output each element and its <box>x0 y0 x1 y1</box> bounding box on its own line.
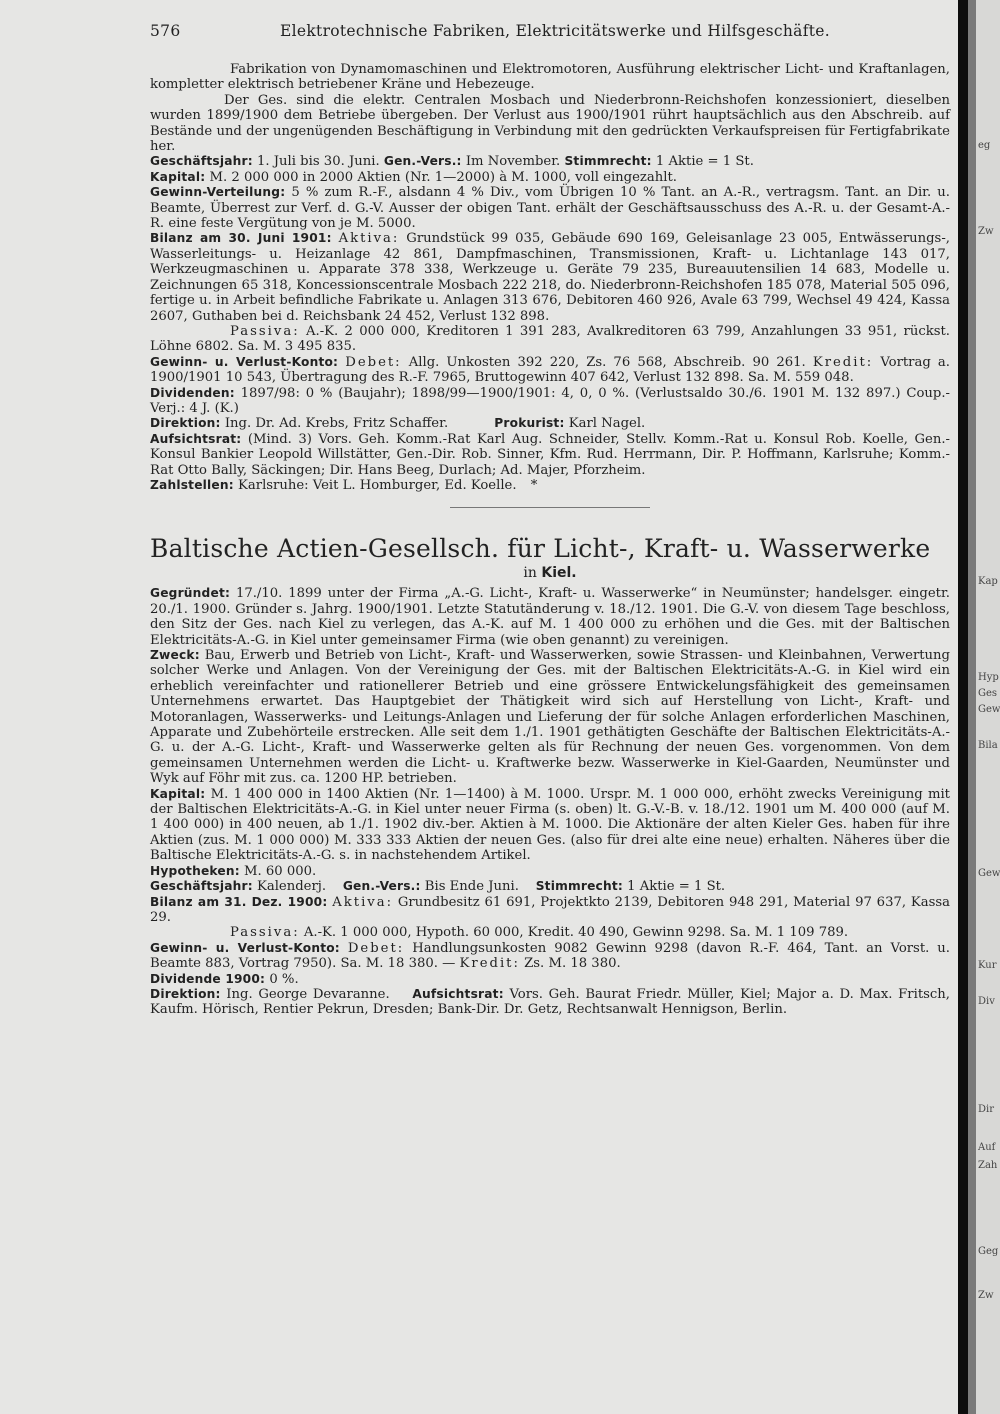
company1-zahlstellen <box>150 478 950 493</box>
debet-word: Debet: <box>345 354 402 370</box>
bilanz-label: Bilanz am 31. Dez. 1900: <box>150 894 328 909</box>
company1-geschaeftsjahr-line <box>150 154 950 169</box>
geschaeftsjahr-value: 1. Juli bis 30. Juni. <box>257 154 380 170</box>
direktion-label: Direktion: <box>150 416 221 431</box>
aufsichtsrat-label: Aufsichtsrat: <box>412 986 504 1001</box>
location-city: Kiel. <box>541 565 577 582</box>
page-number: 576 <box>150 22 181 40</box>
aktiva-value: Grundbesitz 61 691, Projektkto 2139, Debitoren 948 291, Material 97 637, Kassa 29. <box>150 894 950 925</box>
company1-dividenden <box>150 386 950 417</box>
company2-location-line <box>150 564 950 582</box>
direktion-value: Ing. Dr. Ad. Krebs, Fritz Schaffer. <box>224 416 449 432</box>
margin-fragment: Gew <box>978 868 1000 879</box>
debet-word: Debet: <box>347 940 405 956</box>
aktiva-word: Aktiva: <box>332 894 394 910</box>
geschaeftsjahr-label: Geschäftsjahr: <box>150 154 253 169</box>
dividende-value: 0 %. <box>269 971 299 987</box>
margin-fragment: Geg <box>978 1246 999 1257</box>
stimmrecht-label: Stimmrecht: <box>535 879 623 894</box>
zweck-value: Bau, Erwerb und Betrieb von Licht-, Kraft- und Wasserwerken, sowie Strassen- und Kleinbahnen, Verwertung solcher Werke und Anlagen. Von der Vereinigung der Ges. mit der Baltischen Elektricitäts-A.-G. in Kiel wird ein erheblich vereinfachter und rationellerer Betrieb und eine grössere Entwickelungsfähigkeit des gemeinsamen Unternehmens erwartet. Das Hauptgebiet der Thätigkeit wird sich auf Herstellung von Licht-, Kraft- und Motoranlagen, Wasserwerks- und Leitungs-Anlagen und Lieferung der für solche Anlagen erforderlichen Maschinen, Apparate und Zubehörteile erstrecken. Alle seit dem 1./1. 1901 gethätigten Geschäfte der Baltischen Elektricitäts-A.-G. u. der A.-G. Licht-, Kraft- und Wasserwerke gelten als für Rechnung der neuen Ges. vorgenommen. Von dem gemeinsamen Unternehmen werden die Licht- u. Kraftwerke bezw. Wasserwerke in Kiel-Gaarden, Neumünster und Wyk auf Föhr mit zus. ca. 1200 HP. betrieben. <box>150 648 950 787</box>
section-divider <box>450 507 650 508</box>
aktiva-word: Aktiva: <box>338 231 400 247</box>
margin-fragment: Kap <box>978 576 998 587</box>
hypotheken-value: M. 60 000. <box>244 863 317 879</box>
company1-intro-history: Der Ges. sind die elektr. Centralen Mosbach und Niederbronn-Reichshofen konzessioniert, dieselben wurden 1899/1900 dem Betriebe übergeben. Der Verlust aus 1900/1901 rührt hauptsächlich aus den Abschreib. auf Bestände und der ungenügenden Beschäftigung in Verbindung mit den gedrückten Verkaufspreisen für Fertigfabrikate her. <box>150 92 950 155</box>
margin-fragment: Ges <box>978 688 998 699</box>
margin-fragment: Zw <box>978 1290 994 1301</box>
company2-hypotheken <box>150 864 950 879</box>
geschaeftsjahr-label: Geschäftsjahr: <box>150 879 253 894</box>
company2-passiva <box>150 925 950 940</box>
company1-gewinnverteilung <box>150 185 950 231</box>
kapital-label: Kapital: <box>150 786 206 801</box>
margin-fragment: Auf <box>978 1142 996 1153</box>
company2-dividende <box>150 972 950 987</box>
margin-fragment: Gew <box>978 704 1000 715</box>
genvers-label: Gen.-Vers.: <box>342 879 421 894</box>
passiva-word: Passiva: <box>230 925 300 941</box>
company-entry-1 <box>150 62 950 493</box>
debet-value: Handlungsunkosten 9082 Gewinn 9298 (davon R.-F. 464, Tant. an Vorst. u. Beamte 883, Vortrag 7950). Sa. M. 18 380. — <box>150 940 950 972</box>
aufsichtsrat-label: Aufsichtsrat: <box>150 431 242 446</box>
company2-kapital <box>150 787 950 864</box>
genvers-label: Gen.-Vers.: <box>383 154 462 169</box>
aufsichtsrat-value: Vors. Geh. Baurat Friedr. Müller, Kiel; Major a. D. Max. Fritsch, Kaufm. Hörisch, Rentier Pekrun, Dresden; Bank-Dir. Dr. Getz, Rechtsanwalt Hennigson, Berlin. <box>150 986 950 1018</box>
margin-fragment: Div <box>978 996 995 1007</box>
company2-geschaeftsjahr-line <box>150 879 950 894</box>
company1-intro-activity: Fabrikation von Dynamomaschinen und Elektromotoren, Ausführung elektrischer Licht- und Kraftanlagen, kompletter elektrisch betriebener Kräne und Hebezeuge. <box>150 62 950 93</box>
running-title: Elektrotechnische Fabriken, Elektricitätswerke und Hilfsgeschäfte. <box>280 22 830 40</box>
gewinnverteilung-value: 5 % zum R.-F., alsdann 4 % Div., vom Übrigen 10 % Tant. an A.-R., vertragsm. Tant. an Dir. u. Beamte, Überrest zur Verf. d. G.-V. Ausser der obigen Tant. erhält der Geschäftsausschuss des A.-R. u. der Gesamt-A.-R. eine feste Vergütung von je M. 5000. <box>150 185 950 232</box>
company2-zweck <box>150 648 950 787</box>
company2-title: Baltische Actien-Gesellsch. für Licht-, Kraft- u. Wasserwerke <box>150 534 931 564</box>
book-binding-edge <box>958 0 968 1414</box>
prokurist-value: Karl Nagel. <box>568 416 646 432</box>
company1-bilanz <box>150 231 950 323</box>
kredit-value: Vortrag a. 1900/1901 10 543, Übertragung des R.-F. 7965, Bruttogewinn 407 642, Verlust 132 898. Sa. M. 559 048. <box>150 354 950 386</box>
stimmrecht-label: Stimmrecht: <box>564 154 652 169</box>
aufsichtsrat-value: (Mind. 3) Vors. Geh. Komm.-Rat Karl Aug. Schneider, Stellv. Komm.-Rat u. Konsul Rob. Koelle, Gen.-Konsul Bankier Leopold Willstätter, Gen.-Dir. Rob. Sinner, Kfm. Rud. Herrmann, Dir. P. Hoffmann, Karlsruhe; Komm.-Rat Otto Bally, Säckingen; Dir. Hans Beeg, Durlach; Ad. Majer, Pforzheim. <box>150 431 950 478</box>
zahlstellen-value: Karlsruhe: Veit L. Homburger, Ed. Koelle. <box>238 477 517 493</box>
location-prefix: in <box>523 565 537 582</box>
company1-direktion <box>150 416 950 431</box>
kapital-label: Kapital: <box>150 169 206 184</box>
asterisk-mark: * <box>530 477 538 493</box>
company2-direktion-aufsichtsrat <box>150 987 950 1018</box>
zweck-label: Zweck: <box>150 648 200 662</box>
passiva-value: A.-K. 2 000 000, Kreditoren 1 391 283, Avalkreditoren 63 799, Anzahlungen 33 951, rückst. Löhne 6802. Sa. M. 3 495 835. <box>150 323 950 355</box>
gegruendet-label: Gegründet: <box>150 586 231 601</box>
company1-kapital <box>150 170 950 185</box>
guv-label: Gewinn- u. Verlust-Konto: <box>150 354 339 369</box>
dividenden-value: 1897/98: 0 % (Baujahr); 1898/99—1900/1901: 4, 0, 0 %. (Verlustsaldo 30./6. 1901 M. 132 897.) Coup.-Verj.: 4 J. (K.) <box>150 385 950 416</box>
page-content <box>150 62 950 1018</box>
passiva-value: A.-K. 1 000 000, Hypoth. 60 000, Kredit. 40 490, Gewinn 9298. Sa. M. 1 109 789. <box>303 925 849 941</box>
gegruendet-value: 17./10. 1899 unter der Firma „A.-G. Licht-, Kraft- u. Wasserwerke“ in Neumünster; handelsger. eingetr. 20./1. 1900. Gründer s. Jahrg. 1900/1901. Letzte Statutänderung v. 18./12. 1901. Die G.-V. von diesem Tage beschloss, den Sitz der Ges. nach Kiel zu verlegen, das A.-K. auf M. 1 400 000 zu erhöhen und die Ges. mit der Baltischen Elektricitäts-A.-G. in Kiel unter gemeinsamer Firma (wie oben genannt) zu vereinigen. <box>150 586 950 648</box>
genvers-value: Bis Ende Juni. <box>424 879 519 895</box>
geschaeftsjahr-value: Kalenderj. <box>257 879 327 895</box>
company1-passiva <box>150 324 950 355</box>
company2-bilanz <box>150 895 950 926</box>
margin-fragment: Kur <box>978 960 997 971</box>
book-binding-shadow <box>968 0 976 1414</box>
direktion-value: Ing. George Devaranne. <box>226 986 390 1002</box>
guv-label: Gewinn- u. Verlust-Konto: <box>150 940 340 955</box>
adjacent-page-strip <box>976 0 1000 1414</box>
debet-value: Allg. Unkosten 392 220, Zs. 76 568, Abschreib. 90 261. <box>408 354 806 370</box>
dividende-label: Dividende 1900: <box>150 971 266 986</box>
aktiva-value: Grundstück 99 035, Gebäude 690 169, Geleisanlage 23 005, Entwässerungs-, Wasserleitungs- u. Heizanlage 42 861, Dampfmaschinen, Transmissionen, Kraft- u. Lichtanlage 143 017, Werkzeugmaschinen u. Apparate 378 338, Werkzeuge u. Geräte 79 235, Bureauutensilien 14 683, Modelle u. Zeichnungen 65 318, Koncessionscentrale Mosbach 222 218, do. Niederbronn-Reichshofen 185 078, Material 505 096, fertige u. in Arbeit befindliche Fabrikate u. Anlagen 313 676, Debitoren 460 926, Avale 63 799, Wechsel 49 424, Kassa 2607, Guthaben bei d. Reichsbank 24 452, Verlust 132 898. <box>150 231 950 324</box>
company1-aufsichtsrat <box>150 432 950 478</box>
gewinnverteilung-label: Gewinn-Verteilung: <box>150 185 286 200</box>
margin-fragment: Zah <box>978 1160 998 1171</box>
margin-fragment: Zw <box>978 226 994 237</box>
bilanz-label: Bilanz am 30. Juni 1901: <box>150 231 332 246</box>
margin-fragment: Dir <box>978 1104 994 1115</box>
company2-gegruendet <box>150 586 950 648</box>
margin-fragment: eg <box>978 140 991 151</box>
kapital-value: M. 2 000 000 in 2000 Aktien (Nr. 1—2000) à M. 1000, voll eingezahlt. <box>209 169 677 185</box>
passiva-word: Passiva: <box>230 323 300 339</box>
direktion-label: Direktion: <box>150 986 221 1001</box>
margin-fragment: Hyp <box>978 672 999 683</box>
stimmrecht-value: 1 Aktie = 1 St. <box>655 154 754 170</box>
kredit-word: Kredit: <box>812 354 874 370</box>
kredit-value: Zs. M. 18 380. <box>524 956 621 972</box>
prokurist-label: Prokurist: <box>494 416 565 431</box>
company2-guv <box>150 941 950 972</box>
margin-fragment: Bila <box>978 740 998 751</box>
stimmrecht-value: 1 Aktie = 1 St. <box>627 879 726 895</box>
dividenden-label: Dividenden: <box>150 385 235 400</box>
zahlstellen-label: Zahlstellen: <box>150 477 234 492</box>
hypotheken-label: Hypotheken: <box>150 863 240 878</box>
genvers-value: Im November. <box>465 154 561 170</box>
kapital-value: M. 1 400 000 in 1400 Aktien (Nr. 1—1400) à M. 1000. Urspr. M. 1 000 000, erhöht zwecks Vereinigung mit der Baltischen Elektricitäts-A.-G. in Kiel unter neuer Firma (s. oben) lt. G.-V.-B. v. 18./12. 1901 um M. 400 000 (auf M. 1 400 000) in 400 neuen, ab 1./1. 1902 div.-ber. Aktien à M. 1000. Die Aktionäre der alten Kieler Ges. haben für ihre Aktien (zus. M. 1 000 000) M. 333 333 Aktien der neuen Ges. (also für drei alte eine neue) erhalten. Näheres über die Baltische Elektricitäts-A.-G. s. in nachstehendem Artikel. <box>150 786 950 864</box>
company1-guv <box>150 355 950 386</box>
company-entry-2 <box>150 534 950 1017</box>
kredit-word: Kredit: <box>459 956 520 972</box>
